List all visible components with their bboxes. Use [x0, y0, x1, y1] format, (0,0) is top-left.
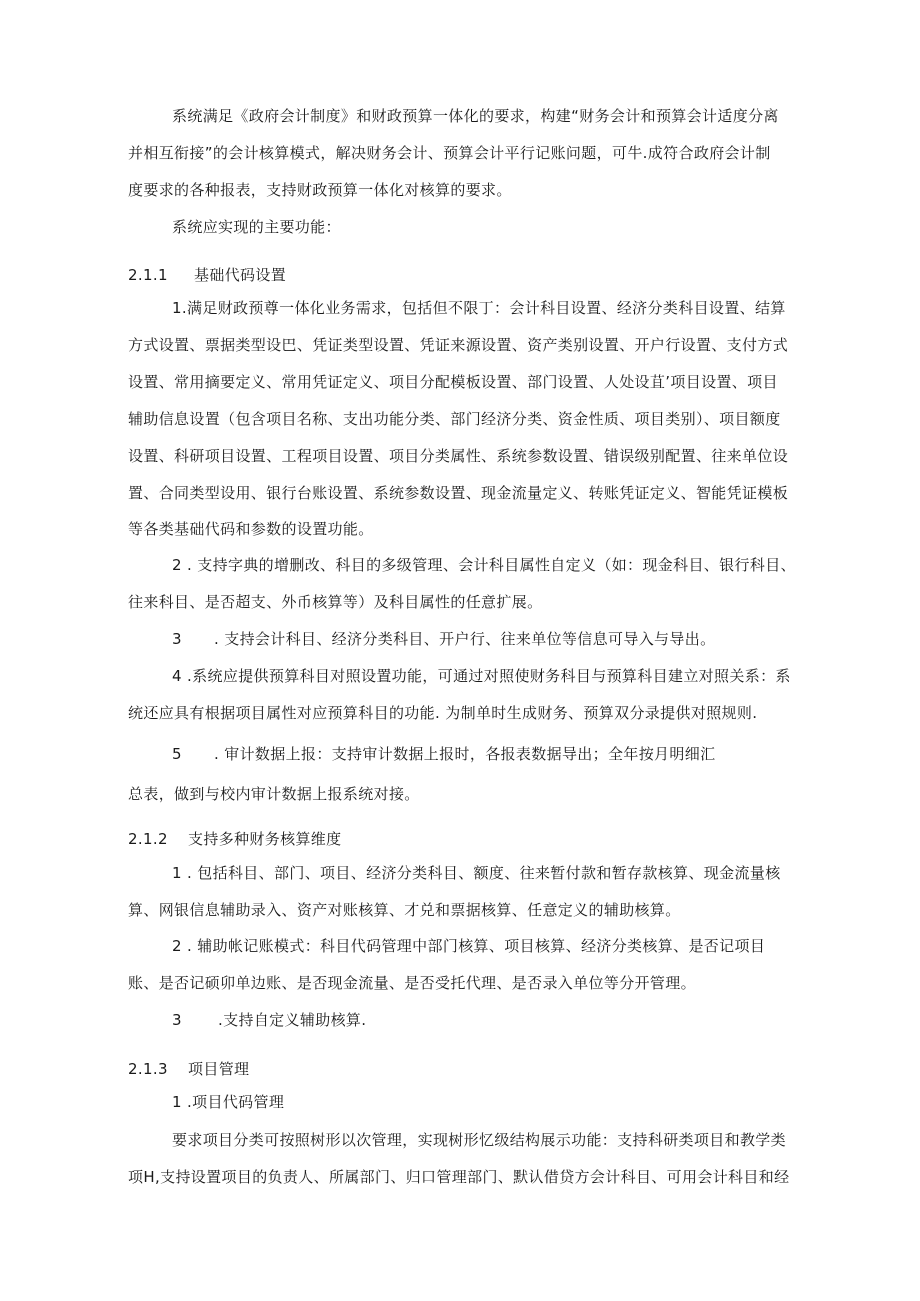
s211-p1-line: 设置、科研项目设置、工程项目设置、项目分类属性、系统参数设置、错误级别配置、往来单位设 [128, 447, 789, 465]
intro-line-1: 系统满足《政府会计制度》和财政预算一体化的要求，构建“财务会计和预算会计适度分离 [172, 107, 779, 125]
section-2-1-3-number: 2.1.3 [128, 1060, 168, 1078]
s211-p2-line: 2 . 支持字典的增删改、科目的多级管理、会计科目属性自定义（如：现金科目、银行科目、 [172, 556, 796, 574]
s212-p1-line: 算、网银信息辅助录入、资产对账核算、才兑和票据核算、任意定义的辅助核算。 [128, 901, 681, 919]
s213-subheading: 1 .项目代码管理 [172, 1093, 285, 1111]
s211-p1-line: 设置、常用摘要定义、常用凭证定义、项目分配模板设置、部门设置、人处设苴’项目设置、项目 [128, 373, 778, 391]
s211-p4-line: 统还应具有根据项目属性对应预算科目的功能. 为制单时生成财务、预算双分录提供对照规则. [128, 704, 758, 722]
s211-p5-text: . 审计数据上报：支持审计数据上报时，各报表数据导出；全年按月明细汇 [214, 745, 716, 763]
s211-p1-line: 1.满足财政预尊一体化业务需求，包括但不限丁：会计科目设置、经济分类科目设置、结算 [172, 299, 786, 317]
s211-p2-line: 往来科目、是否超支、外币核算等）及科目属性的任意扩展。 [128, 593, 543, 611]
intro-line-3: 度要求的各种报表，支持财政预算一体化对核算的要求。 [128, 181, 512, 199]
s212-p3-number: 3 [172, 1011, 182, 1029]
s211-p1-line: 置、合同类型设用、银行台账设置、系统参数设置、现金流量定义、转账凭证定义、智能凭证模板 [128, 484, 789, 502]
s212-p2-line: 账、是否记硕卯单边账、是否现金流量、是否受托代理、是否录入单位等分开管理。 [128, 974, 696, 992]
s211-p5-continuation: 总表，做到与校内审计数据上报系统对接。 [128, 785, 420, 803]
s211-p1-line: 方式设置、票据类型设巴、凭证类型设置、凭证来源设置、资产类别设置、开户行设置、支付方式 [128, 336, 789, 354]
s213-body-line: 要求项目分类可按照树形以次管理，实现树形忆级结构展示功能：支持科研类项目和教学类 [172, 1131, 787, 1149]
s212-p3-text: .支持自定义辅助核算. [218, 1011, 367, 1029]
s211-p3-text: . 支持会计科目、经济分类科目、开户行、往来单位等信息可导入与导出。 [214, 630, 716, 648]
s213-body-line: 项H,支持设置项目的负责人、所属部门、归口管理部门、默认借贷方会计科目、可用会计科目和经 [128, 1168, 790, 1186]
s212-p2-line: 2 . 辅助帐记账模式：科目代码管理中部门核算、项目核算、经济分类核算、是否记项目 [172, 937, 766, 955]
section-2-1-1-title: 基础代码设置 [194, 266, 287, 284]
s211-p4-line: 4 .系统应提供预算科目对照设置功能，可通过对照使财务科目与预算科目建立对照关系：系 [172, 667, 791, 685]
intro-line-2: 并相互衔接”的会计核算模式，解决财务会计、预算会计平行记账问题，可牛.成符合政府会计制 [128, 144, 771, 162]
section-2-1-3-title: 项目管理 [188, 1060, 250, 1078]
section-2-1-2-title: 支持多种财务核算维度 [188, 830, 342, 848]
s211-p1-line: 辅助信息设置（包含项目名称、支出功能分类、部门经济分类、资金性质、项目类别）、项目额度 [128, 410, 781, 428]
s211-p1-line: 等各类基础代码和参数的设置功能。 [128, 520, 374, 538]
s211-p5-number: 5 [172, 745, 182, 763]
s212-p1-line: 1 . 包括科目、部门、项目、经济分类科目、额度、往来暂付款和暂存款核算、现金流量核 [172, 864, 781, 882]
section-2-1-2-number: 2.1.2 [128, 830, 168, 848]
intro-line-4: 系统应实现的主要功能： [172, 218, 341, 236]
s211-p3-number: 3 [172, 630, 182, 648]
section-2-1-1-number: 2.1.1 [128, 266, 168, 284]
